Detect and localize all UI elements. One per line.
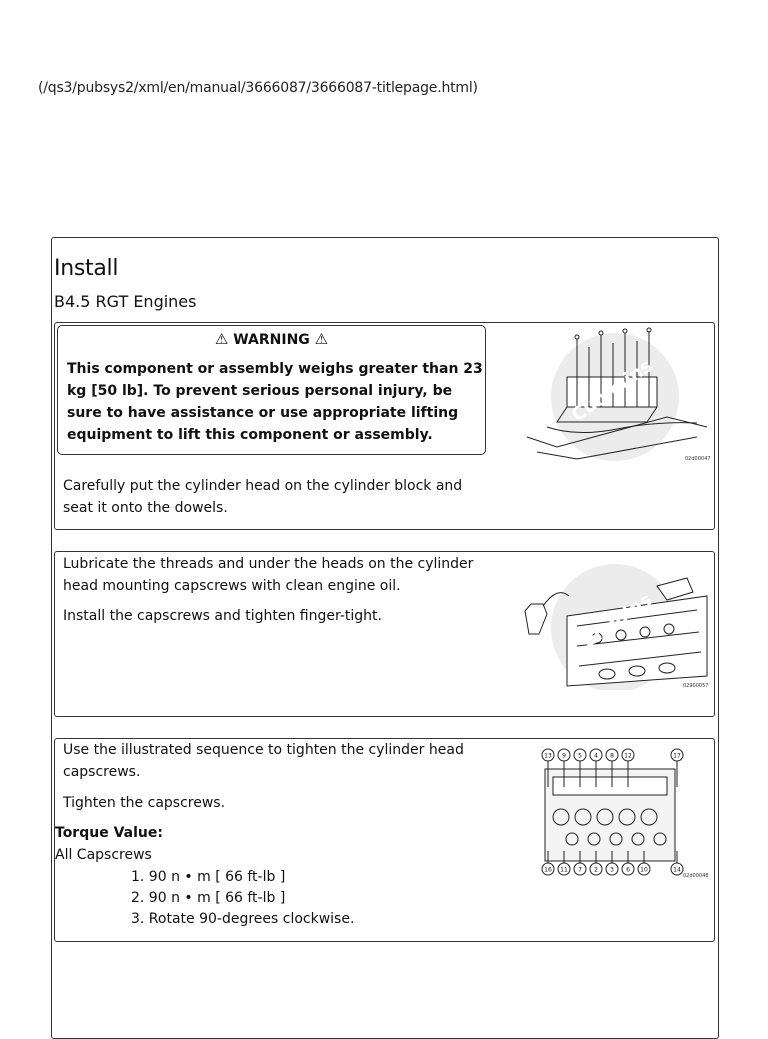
sequence-number: 16 <box>544 866 552 874</box>
sequence-number: 3 <box>610 866 614 874</box>
sequence-bottom-row <box>542 863 683 875</box>
torque-step: 2. 90 n • m [ 66 ft-lb ] <box>131 890 286 906</box>
cummins-watermark: Cummins <box>567 355 657 427</box>
figure-code: 02900057 <box>683 683 709 689</box>
sequence-number: 12 <box>624 752 632 760</box>
sequence-number: 11 <box>560 866 568 874</box>
sequence-number: 13 <box>544 752 552 760</box>
sequence-number: 14 <box>673 866 681 874</box>
warning-box <box>57 325 486 455</box>
sequence-number: 10 <box>640 866 648 874</box>
warning-title: WARNING <box>233 332 310 348</box>
lubricate-capscrews-illustration <box>517 556 713 690</box>
sequence-number: 8 <box>610 752 614 760</box>
cummins-watermark: Cummins <box>567 589 657 661</box>
sequence-number: 5 <box>578 752 582 760</box>
sequence-number: 7 <box>578 866 582 874</box>
step-3-text: Use the illustrated sequence to tighten the cylinder head capscrews. <box>63 742 464 780</box>
page-title: Install <box>54 256 119 281</box>
cylinder-head-illustration <box>517 327 713 463</box>
warning-heading <box>58 330 485 348</box>
torque-value-label: Torque Value: <box>55 825 163 841</box>
torque-steps <box>131 867 354 930</box>
torque-sequence-diagram <box>517 743 713 883</box>
sequence-number: 2 <box>594 866 598 874</box>
step-1 <box>54 322 715 530</box>
page-subtitle: B4.5 RGT Engines <box>54 292 197 311</box>
figure-code: 02d00048 <box>683 873 709 879</box>
warning-icon: ⚠ <box>214 330 229 348</box>
step-3-text-2: Tighten the capscrews. <box>63 795 226 811</box>
step-2-text: Lubricate the threads and under the heads on the cylinder head mounting capscrews with clean engine oil. <box>63 556 474 594</box>
sequence-top-row <box>542 749 683 761</box>
torque-step: 3. Rotate 90-degrees clockwise. <box>131 911 355 927</box>
step-1-text: Carefully put the cylinder head on the cylinder block and seat it onto the dowels. <box>63 478 463 516</box>
step-3 <box>54 738 715 942</box>
sequence-number: 17 <box>673 752 681 760</box>
warning-text: This component or assembly weighs greater than 23 kg [50 lb]. To prevent serious personal injury, be sure to have assistance or use appropriate lifting equipment to lift this component or assembly. <box>67 361 483 443</box>
sequence-number: 4 <box>594 752 598 760</box>
sequence-number: 9 <box>562 752 566 760</box>
all-capscrews-label: All Capscrews <box>55 847 152 863</box>
step-2-text-2: Install the capscrews and tighten finger-tight. <box>63 608 382 624</box>
torque-step: 1. 90 n • m [ 66 ft-lb ] <box>131 869 286 885</box>
figure-code: 02d00047 <box>685 456 711 462</box>
warning-icon: ⚠ <box>314 330 329 348</box>
source-url[interactable]: (/qs3/pubsys2/xml/en/manual/3666087/3666087-titlepage.html) <box>38 80 478 96</box>
sequence-number: 6 <box>626 866 630 874</box>
step-2 <box>54 551 715 717</box>
